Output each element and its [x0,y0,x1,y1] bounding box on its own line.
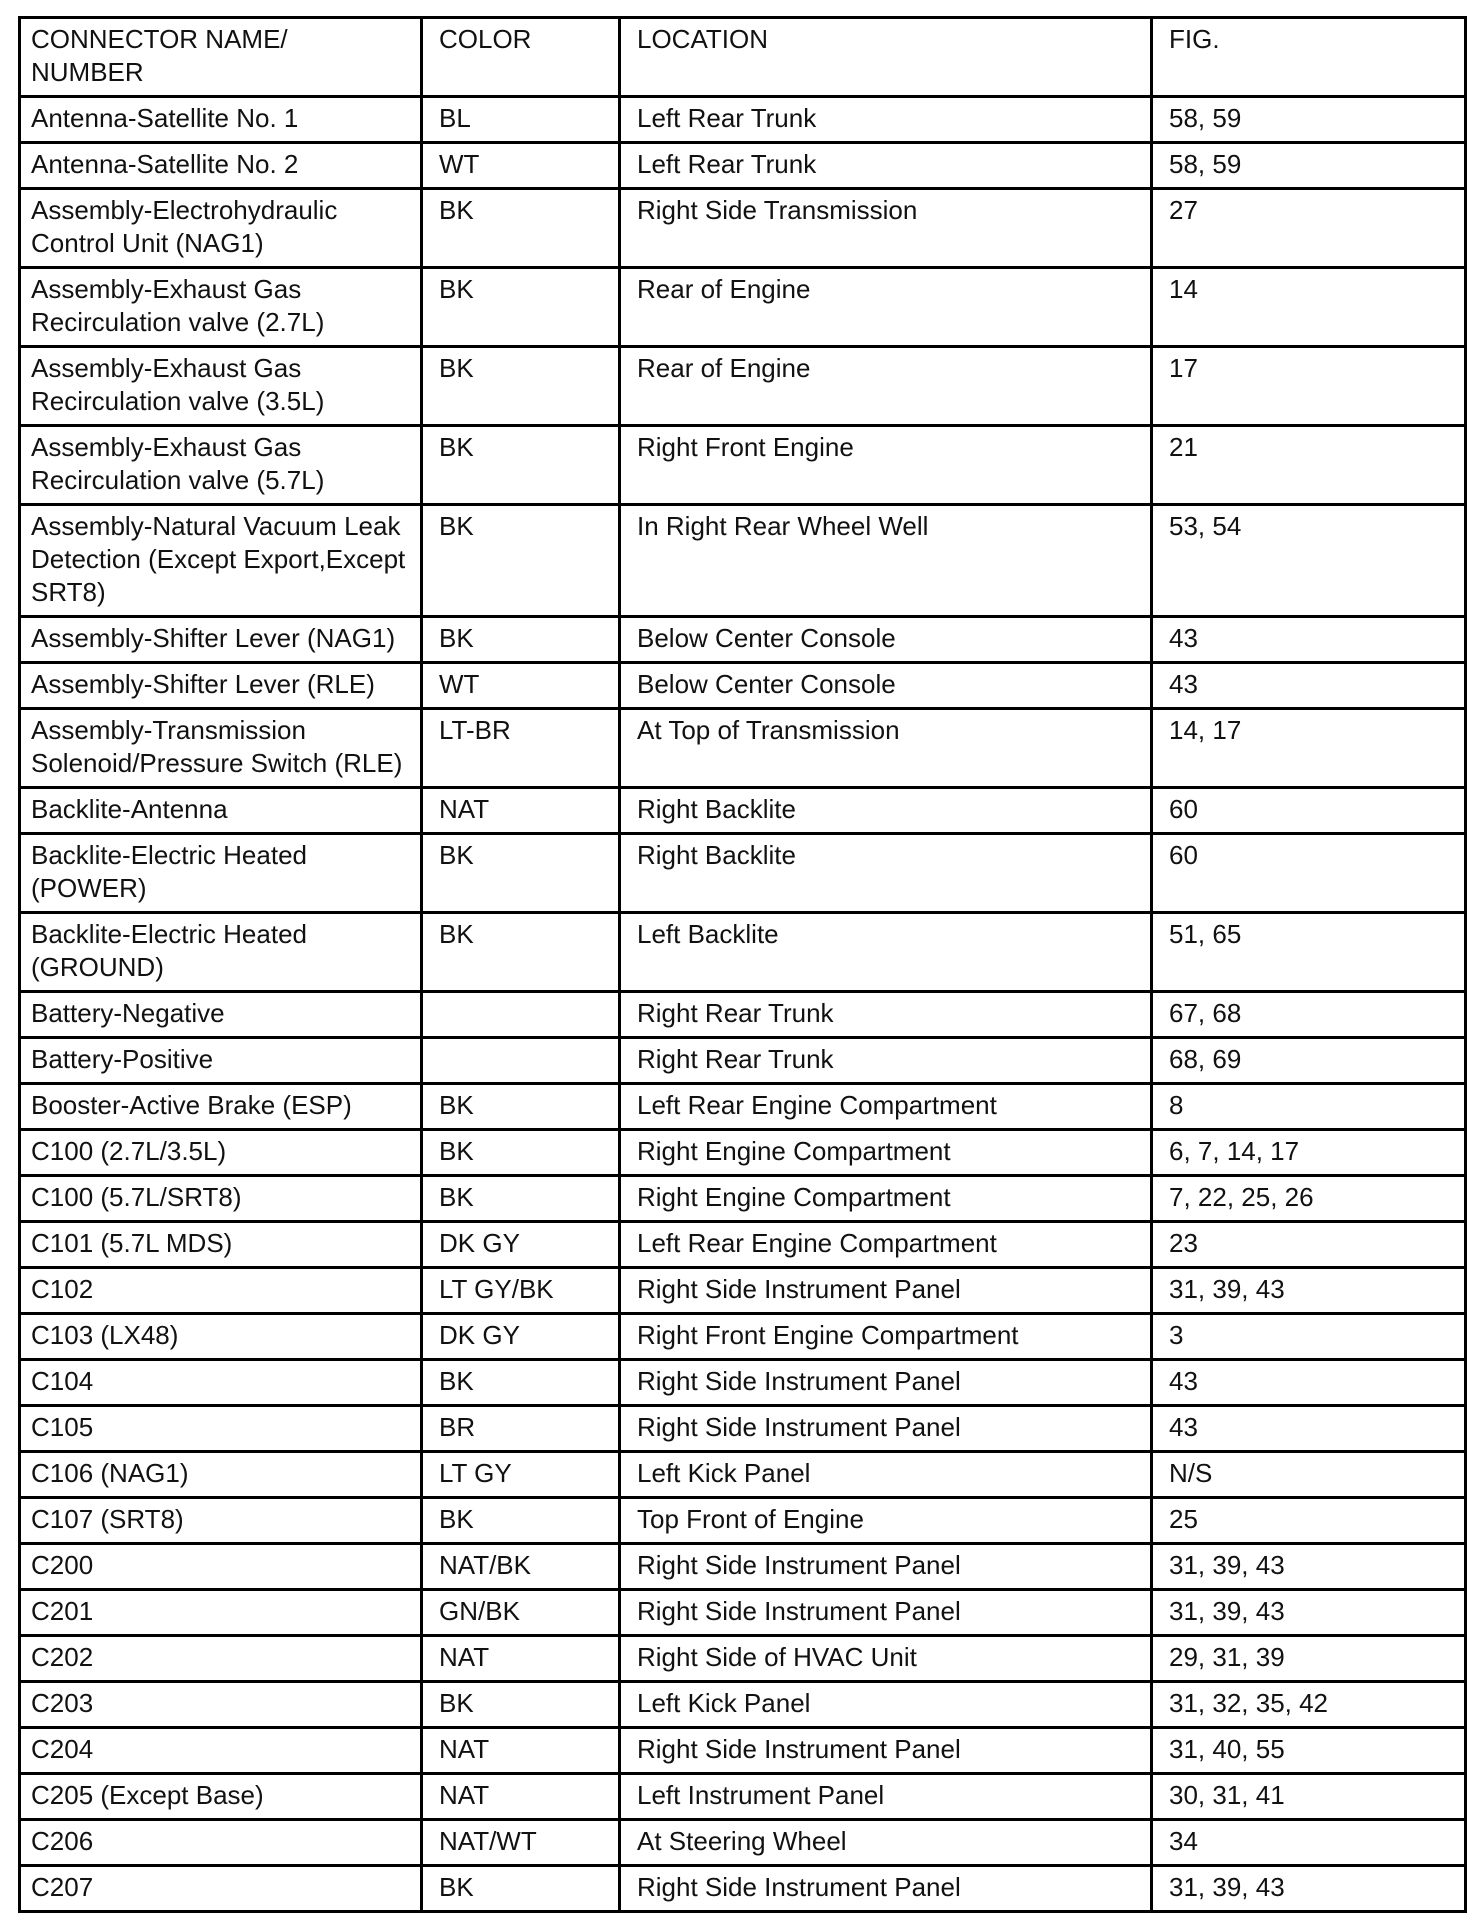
location-cell: Right Engine Compartment [620,1176,1152,1222]
table-row [20,1360,1466,1406]
fig-cell: 31, 39, 43 [1152,1866,1466,1912]
header-connector-name: CONNECTOR NAME/ NUMBER [20,18,422,97]
location-cell: Right Backlite [620,834,1152,913]
connector-name-cell: C206 [20,1820,422,1866]
location-cell: Right Rear Trunk [620,1038,1152,1084]
location-cell: Left Rear Engine Compartment [620,1084,1152,1130]
connector-name-cell: C105 [20,1406,422,1452]
connector-name-cell: C106 (NAG1) [20,1452,422,1498]
color-cell: NAT [422,1636,620,1682]
color-cell: BK [422,1130,620,1176]
table-row [20,834,1466,913]
table-row [20,1038,1466,1084]
connector-name-cell: Assembly-Shifter Lever (NAG1) [20,617,422,663]
fig-cell: 34 [1152,1820,1466,1866]
table-row [20,663,1466,709]
connector-name-cell: Booster-Active Brake (ESP) [20,1084,422,1130]
location-cell: Right Side Instrument Panel [620,1590,1152,1636]
connector-name-cell: Backlite-Antenna [20,788,422,834]
fig-cell: 31, 32, 35, 42 [1152,1682,1466,1728]
connector-name-cell: C100 (5.7L/SRT8) [20,1176,422,1222]
fig-cell: 58, 59 [1152,143,1466,189]
location-cell: Right Rear Trunk [620,992,1152,1038]
color-cell: WT [422,663,620,709]
fig-cell: 51, 65 [1152,913,1466,992]
color-cell: BK [422,617,620,663]
connector-name-cell: Assembly-Exhaust Gas Recirculation valve (3.5L) [20,347,422,426]
connector-name-cell: C100 (2.7L/3.5L) [20,1130,422,1176]
table-row [20,1774,1466,1820]
fig-cell: 21 [1152,426,1466,505]
table-row [20,1544,1466,1590]
fig-cell: 3 [1152,1314,1466,1360]
table-row [20,1820,1466,1866]
fig-cell: 31, 39, 43 [1152,1590,1466,1636]
color-cell: DK GY [422,1314,620,1360]
table-row [20,1728,1466,1774]
location-cell: Top Front of Engine [620,1498,1152,1544]
connector-table [18,16,1467,1913]
fig-cell: 60 [1152,788,1466,834]
connector-name-cell: C103 (LX48) [20,1314,422,1360]
fig-cell: 43 [1152,663,1466,709]
location-cell: Left Backlite [620,913,1152,992]
color-cell: LT GY/BK [422,1268,620,1314]
fig-cell: 23 [1152,1222,1466,1268]
location-cell: Right Front Engine [620,426,1152,505]
location-cell: Right Front Engine Compartment [620,1314,1152,1360]
table-row [20,505,1466,617]
fig-cell: 14, 17 [1152,709,1466,788]
table-row [20,788,1466,834]
color-cell: BK [422,834,620,913]
table-row [20,617,1466,663]
table-row [20,1866,1466,1912]
connector-name-cell: Assembly-Natural Vacuum Leak Detection (Except Export,Except SRT8) [20,505,422,617]
color-cell: LT-BR [422,709,620,788]
table-row [20,1498,1466,1544]
location-cell: Right Side Instrument Panel [620,1268,1152,1314]
color-cell: DK GY [422,1222,620,1268]
fig-cell: 31, 40, 55 [1152,1728,1466,1774]
connector-name-cell: Antenna-Satellite No. 1 [20,97,422,143]
color-cell [422,1038,620,1084]
location-cell: Left Rear Trunk [620,97,1152,143]
connector-name-cell: C202 [20,1636,422,1682]
table-row [20,913,1466,992]
color-cell: NAT [422,1728,620,1774]
connector-name-cell: Assembly-Exhaust Gas Recirculation valve (5.7L) [20,426,422,505]
table-row [20,709,1466,788]
location-cell: Rear of Engine [620,268,1152,347]
fig-cell: 8 [1152,1084,1466,1130]
table-row [20,1452,1466,1498]
table-row [20,1268,1466,1314]
color-cell: BK [422,1360,620,1406]
location-cell: Right Side Transmission [620,189,1152,268]
color-cell: NAT/BK [422,1544,620,1590]
location-cell: At Top of Transmission [620,709,1152,788]
color-cell: NAT/WT [422,1820,620,1866]
color-cell: BR [422,1406,620,1452]
connector-name-cell: Assembly-Transmission Solenoid/Pressure Switch (RLE) [20,709,422,788]
fig-cell: 53, 54 [1152,505,1466,617]
header-fig: FIG. [1152,18,1466,97]
fig-cell: 7, 22, 25, 26 [1152,1176,1466,1222]
connector-name-cell: C104 [20,1360,422,1406]
table-body [20,97,1466,1912]
connector-name-cell: C102 [20,1268,422,1314]
table-row [20,1222,1466,1268]
fig-cell: 68, 69 [1152,1038,1466,1084]
fig-cell: 27 [1152,189,1466,268]
fig-cell: 31, 39, 43 [1152,1268,1466,1314]
location-cell: Left Rear Trunk [620,143,1152,189]
fig-cell: 17 [1152,347,1466,426]
table-row [20,268,1466,347]
location-cell: Left Instrument Panel [620,1774,1152,1820]
connector-name-cell: C200 [20,1544,422,1590]
fig-cell: 58, 59 [1152,97,1466,143]
table-row [20,1084,1466,1130]
color-cell [422,992,620,1038]
location-cell: Rear of Engine [620,347,1152,426]
location-cell: Right Side Instrument Panel [620,1866,1152,1912]
connector-name-cell: C101 (5.7L MDS) [20,1222,422,1268]
connector-name-cell: Battery-Negative [20,992,422,1038]
color-cell: BK [422,1866,620,1912]
fig-cell: 43 [1152,1406,1466,1452]
location-cell: Right Side of HVAC Unit [620,1636,1152,1682]
color-cell: NAT [422,788,620,834]
connector-name-cell: Backlite-Electric Heated (POWER) [20,834,422,913]
fig-cell: 25 [1152,1498,1466,1544]
color-cell: BK [422,268,620,347]
location-cell: Left Rear Engine Compartment [620,1222,1152,1268]
color-cell: BK [422,1176,620,1222]
location-cell: Right Side Instrument Panel [620,1544,1152,1590]
location-cell: At Steering Wheel [620,1820,1152,1866]
header-row [20,18,1466,97]
location-cell: Below Center Console [620,617,1152,663]
connector-name-cell: C107 (SRT8) [20,1498,422,1544]
table-row [20,1406,1466,1452]
location-cell: Right Backlite [620,788,1152,834]
table-row [20,1636,1466,1682]
connector-name-cell: C201 [20,1590,422,1636]
connector-name-cell: Assembly-Electrohydraulic Control Unit (NAG1) [20,189,422,268]
connector-name-cell: C207 [20,1866,422,1912]
table-row [20,1314,1466,1360]
location-cell: Left Kick Panel [620,1452,1152,1498]
fig-cell: N/S [1152,1452,1466,1498]
fig-cell: 14 [1152,268,1466,347]
color-cell: GN/BK [422,1590,620,1636]
table-row [20,426,1466,505]
color-cell: BK [422,426,620,505]
location-cell: Below Center Console [620,663,1152,709]
connector-name-cell: Backlite-Electric Heated (GROUND) [20,913,422,992]
color-cell: BK [422,913,620,992]
location-cell: Left Kick Panel [620,1682,1152,1728]
color-cell: WT [422,143,620,189]
color-cell: BL [422,97,620,143]
table-row [20,347,1466,426]
fig-cell: 43 [1152,1360,1466,1406]
color-cell: BK [422,505,620,617]
table-row [20,1590,1466,1636]
fig-cell: 29, 31, 39 [1152,1636,1466,1682]
location-cell: Right Engine Compartment [620,1130,1152,1176]
connector-name-cell: Antenna-Satellite No. 2 [20,143,422,189]
fig-cell: 60 [1152,834,1466,913]
table-row [20,143,1466,189]
header-location: LOCATION [620,18,1152,97]
connector-name-cell: Battery-Positive [20,1038,422,1084]
color-cell: BK [422,347,620,426]
color-cell: BK [422,189,620,268]
connector-name-cell: Assembly-Exhaust Gas Recirculation valve (2.7L) [20,268,422,347]
fig-cell: 31, 39, 43 [1152,1544,1466,1590]
color-cell: BK [422,1682,620,1728]
color-cell: BK [422,1084,620,1130]
connector-name-cell: C204 [20,1728,422,1774]
color-cell: NAT [422,1774,620,1820]
table-row [20,1130,1466,1176]
fig-cell: 43 [1152,617,1466,663]
location-cell: Right Side Instrument Panel [620,1406,1152,1452]
table-row [20,1176,1466,1222]
fig-cell: 67, 68 [1152,992,1466,1038]
connector-name-cell: C203 [20,1682,422,1728]
fig-cell: 30, 31, 41 [1152,1774,1466,1820]
color-cell: BK [422,1498,620,1544]
table-row [20,97,1466,143]
location-cell: In Right Rear Wheel Well [620,505,1152,617]
header-color: COLOR [422,18,620,97]
table-row [20,189,1466,268]
location-cell: Right Side Instrument Panel [620,1728,1152,1774]
table-row [20,1682,1466,1728]
connector-name-cell: Assembly-Shifter Lever (RLE) [20,663,422,709]
table-row [20,992,1466,1038]
location-cell: Right Side Instrument Panel [620,1360,1152,1406]
fig-cell: 6, 7, 14, 17 [1152,1130,1466,1176]
color-cell: LT GY [422,1452,620,1498]
connector-name-cell: C205 (Except Base) [20,1774,422,1820]
